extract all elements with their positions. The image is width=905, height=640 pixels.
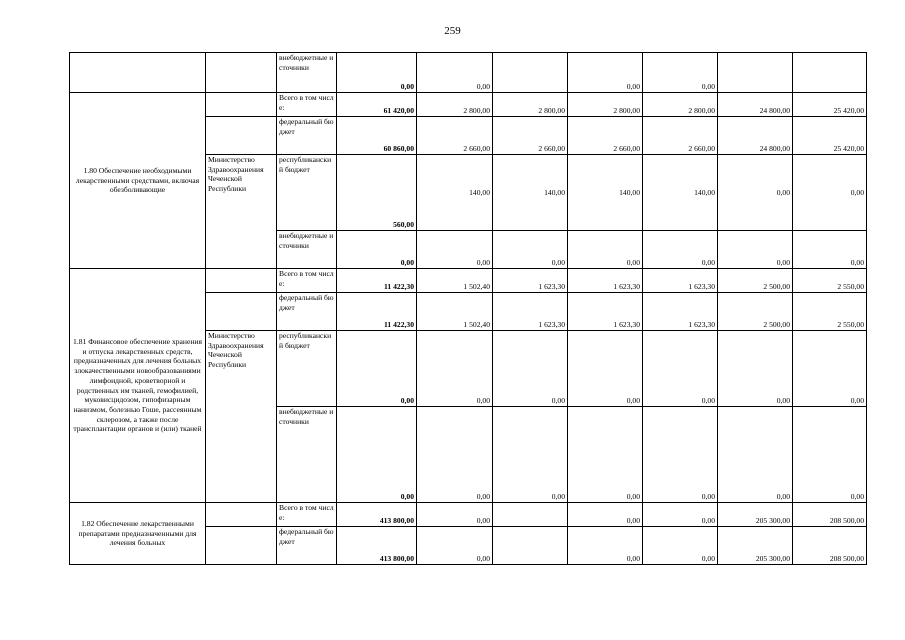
year-amount-cell: 140,00 [493, 155, 568, 231]
year-amount-cell: 208 500,00 [793, 503, 867, 527]
year-amount-cell: 24 800,00 [718, 117, 793, 155]
year-amount-cell: 208 500,00 [793, 527, 867, 565]
year-amount-cell [493, 503, 568, 527]
year-amount-cell: 0,00 [568, 53, 643, 93]
total-amount-cell: 61 420,00 [337, 93, 417, 117]
total-amount-cell: 0,00 [337, 407, 417, 503]
year-amount-cell: 0,00 [493, 407, 568, 503]
budget-table [69, 52, 867, 565]
year-amount-cell: 1 623,30 [643, 269, 718, 293]
year-amount-cell: 205 300,00 [718, 527, 793, 565]
year-amount-cell: 0,00 [568, 407, 643, 503]
year-amount-cell: 2 660,00 [417, 117, 493, 155]
year-amount-cell: 0,00 [568, 503, 643, 527]
year-amount-cell [493, 527, 568, 565]
page-number: 259 [444, 25, 461, 37]
year-amount-cell: 205 300,00 [718, 503, 793, 527]
year-amount-cell [718, 53, 793, 93]
table-row [70, 269, 867, 293]
year-amount-cell: 2 800,00 [493, 93, 568, 117]
year-amount-cell: 0,00 [417, 53, 493, 93]
total-amount-cell: 11 422,30 [337, 293, 417, 331]
year-amount-cell: 1 623,30 [568, 293, 643, 331]
year-amount-cell: 2 660,00 [643, 117, 718, 155]
total-amount-cell: 0,00 [337, 231, 417, 269]
year-amount-cell: 1 623,30 [568, 269, 643, 293]
year-amount-cell [793, 53, 867, 93]
empty-cell [206, 93, 277, 117]
year-amount-cell: 1 623,30 [493, 269, 568, 293]
year-amount-cell: 2 660,00 [493, 117, 568, 155]
year-amount-cell: 0,00 [793, 407, 867, 503]
year-amount-cell: 2 550,00 [793, 269, 867, 293]
empty-cell [206, 269, 277, 293]
empty-cell [206, 53, 277, 93]
funding-source-cell: внебюджетные источники [277, 231, 337, 269]
budget-table-wrapper [69, 52, 866, 565]
year-amount-cell: 2 660,00 [568, 117, 643, 155]
year-amount-cell: 24 800,00 [718, 93, 793, 117]
year-amount-cell: 0,00 [417, 527, 493, 565]
year-amount-cell: 2 550,00 [793, 293, 867, 331]
empty-cell [206, 117, 277, 155]
year-amount-cell: 0,00 [417, 331, 493, 407]
total-amount-cell: 413 800,00 [337, 527, 417, 565]
year-amount-cell: 0,00 [417, 231, 493, 269]
empty-cell [206, 503, 277, 527]
funding-source-cell: федеральный бюджет [277, 293, 337, 331]
year-amount-cell: 1 502,40 [417, 269, 493, 293]
table-row [70, 93, 867, 117]
year-amount-cell: 0,00 [643, 231, 718, 269]
year-amount-cell: 2 500,00 [718, 269, 793, 293]
year-amount-cell: 25 420,00 [793, 117, 867, 155]
year-amount-cell [493, 53, 568, 93]
funding-source-cell: федеральный бюджет [277, 527, 337, 565]
measure-name-cell: 1.80 Обеспечение необходимыми лекарственными средствами, включая обезболивающие [70, 93, 206, 269]
year-amount-cell: 0,00 [718, 331, 793, 407]
year-amount-cell: 0,00 [643, 53, 718, 93]
year-amount-cell: 140,00 [568, 155, 643, 231]
budget-table-body [70, 53, 867, 565]
year-amount-cell: 0,00 [643, 331, 718, 407]
funding-source-cell: внебюджетные источники [277, 53, 337, 93]
year-amount-cell: 0,00 [568, 231, 643, 269]
total-amount-cell: 11 422,30 [337, 269, 417, 293]
total-amount-cell: 0,00 [337, 53, 417, 93]
year-amount-cell: 0,00 [718, 155, 793, 231]
year-amount-cell: 2 800,00 [417, 93, 493, 117]
year-amount-cell: 1 623,30 [493, 293, 568, 331]
year-amount-cell: 0,00 [643, 503, 718, 527]
year-amount-cell: 2 800,00 [643, 93, 718, 117]
year-amount-cell: 0,00 [718, 231, 793, 269]
year-amount-cell: 0,00 [643, 527, 718, 565]
total-amount-cell: 413 800,00 [337, 503, 417, 527]
year-amount-cell: 2 800,00 [568, 93, 643, 117]
year-amount-cell: 140,00 [417, 155, 493, 231]
funding-source-cell: внебюджетные источники [277, 407, 337, 503]
table-row [70, 53, 867, 93]
year-amount-cell: 0,00 [568, 331, 643, 407]
year-amount-cell: 0,00 [643, 407, 718, 503]
empty-cell [206, 527, 277, 565]
year-amount-cell: 25 420,00 [793, 93, 867, 117]
year-amount-cell: 0,00 [568, 527, 643, 565]
year-amount-cell: 140,00 [643, 155, 718, 231]
year-amount-cell: 1 623,30 [643, 293, 718, 331]
year-amount-cell: 0,00 [493, 231, 568, 269]
executor-cell: Министерство Здравоохранения Чеченской Республики [206, 155, 277, 269]
funding-source-cell: республиканский бюджет [277, 331, 337, 407]
funding-source-cell: Всего в том числе: [277, 503, 337, 527]
year-amount-cell: 0,00 [793, 331, 867, 407]
funding-source-cell: республиканский бюджет [277, 155, 337, 231]
funding-source-cell: Всего в том числе: [277, 269, 337, 293]
funding-source-cell: федеральный бюджет [277, 117, 337, 155]
measure-name-cell: 1.82 Обеспечение лекарственными препаратами предназначенными для лечения больных [70, 503, 206, 565]
year-amount-cell: 0,00 [793, 155, 867, 231]
total-amount-cell: 560,00 [337, 155, 417, 231]
year-amount-cell: 0,00 [417, 503, 493, 527]
year-amount-cell: 1 502,40 [417, 293, 493, 331]
measure-name-cell [70, 53, 206, 93]
year-amount-cell: 0,00 [718, 407, 793, 503]
funding-source-cell: Всего в том числе: [277, 93, 337, 117]
measure-name-cell: 1.81 Финансовое обеспечение хранения и отпуска лекарственных средств, предназначенных для лечения больных злокачественными новообразованиями лимфоидной, кроветворной и родственных им тканей, гемофилией, муковисцидозом, гипофизарным нанизмом, болезнью Гоше, рассеянным склерозом, а также после трансплантации органов и (или) тканей [70, 269, 206, 503]
empty-cell [206, 293, 277, 331]
year-amount-cell: 0,00 [417, 407, 493, 503]
year-amount-cell: 2 500,00 [718, 293, 793, 331]
year-amount-cell: 0,00 [493, 331, 568, 407]
executor-cell: Министерство Здравоохранения Чеченской Республики [206, 331, 277, 503]
total-amount-cell: 60 860,00 [337, 117, 417, 155]
total-amount-cell: 0,00 [337, 331, 417, 407]
table-row [70, 503, 867, 527]
year-amount-cell: 0,00 [793, 231, 867, 269]
